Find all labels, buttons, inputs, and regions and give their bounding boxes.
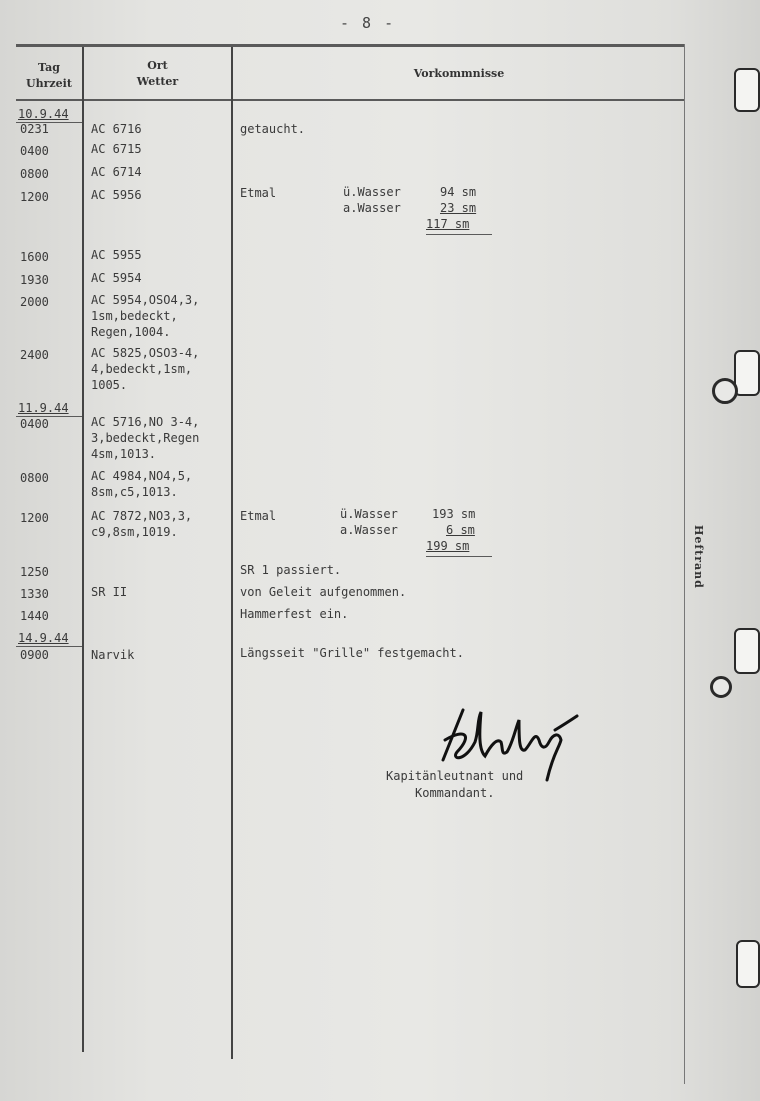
date-entry: 14.9.44 bbox=[18, 631, 69, 645]
position-cell: Narvik bbox=[91, 648, 135, 662]
weather-cell: 1005. bbox=[91, 378, 128, 392]
etmal-aw-value: 23 sm bbox=[440, 201, 477, 215]
weather-cell: c9,8sm,1019. bbox=[91, 525, 178, 539]
etmal-uw-label: ü.Wasser bbox=[340, 507, 398, 521]
event-cell: SR 1 passiert. bbox=[240, 563, 342, 577]
weather-cell: 3,bedeckt,Regen bbox=[91, 431, 200, 445]
event-cell: von Geleit aufgenommen. bbox=[240, 585, 407, 599]
position-cell: AC 5716,NO 3-4, bbox=[91, 415, 200, 429]
position-cell: AC 5954 bbox=[91, 271, 142, 285]
time-cell: 0900 bbox=[20, 648, 49, 662]
etmal-sum: 199 sm bbox=[426, 539, 470, 553]
signature-title: Kapitänleutnant und bbox=[386, 769, 524, 783]
event-cell: Längsseit "Grille" festgemacht. bbox=[240, 646, 464, 660]
time-cell: 1250 bbox=[20, 565, 49, 579]
position-cell: AC 6716 bbox=[91, 122, 142, 136]
time-cell: 1200 bbox=[20, 190, 49, 204]
header-uhrzeit: Uhrzeit bbox=[26, 77, 72, 90]
position-cell: AC 7872,NO3,3, bbox=[91, 509, 193, 523]
header-wetter: Wetter bbox=[136, 75, 179, 88]
time-cell: 0800 bbox=[20, 167, 49, 181]
weather-cell: 8sm,c5,1013. bbox=[91, 485, 178, 499]
event-cell: Hammerfest ein. bbox=[240, 607, 349, 621]
etmal-aw-label: a.Wasser bbox=[343, 201, 401, 215]
punch-hole bbox=[734, 628, 760, 674]
column-divider-2 bbox=[231, 47, 233, 1059]
punch-hole-ring bbox=[710, 676, 732, 698]
binding-margin-label: Heftrand bbox=[692, 525, 705, 589]
time-cell: 1600 bbox=[20, 250, 49, 264]
position-cell: AC 6714 bbox=[91, 165, 142, 179]
time-cell: 0400 bbox=[20, 144, 49, 158]
column-divider-1 bbox=[82, 47, 84, 1052]
punch-hole-ring bbox=[712, 378, 738, 404]
page-number: - 8 - bbox=[340, 14, 396, 32]
header-bottom-border bbox=[16, 99, 684, 101]
header-tag: Tag bbox=[38, 61, 60, 74]
time-cell: 1440 bbox=[20, 609, 49, 623]
time-cell: 0231 bbox=[20, 122, 49, 136]
position-cell: AC 5954,OSO4,3, bbox=[91, 293, 200, 307]
etmal-aw-value: 6 sm bbox=[446, 523, 475, 537]
header-ort-wetter bbox=[86, 58, 229, 90]
etmal-label: Etmal bbox=[240, 509, 277, 523]
header-ort: Ort bbox=[147, 59, 168, 72]
position-cell: AC 5825,OSO3-4, bbox=[91, 346, 200, 360]
date-entry: 11.9.44 bbox=[18, 401, 69, 415]
punch-hole bbox=[734, 68, 760, 112]
weather-cell: Regen,1004. bbox=[91, 325, 171, 339]
etmal-aw-label: a.Wasser bbox=[340, 523, 398, 537]
etmal-uw-value: 193 sm bbox=[432, 507, 476, 521]
position-cell: AC 4984,NO4,5, bbox=[91, 469, 193, 483]
etmal-sum-double-underline bbox=[426, 234, 492, 235]
signature-role: Kommandant. bbox=[415, 786, 495, 800]
etmal-label: Etmal bbox=[240, 186, 277, 200]
time-cell: 0400 bbox=[20, 417, 49, 431]
position-cell: SR II bbox=[91, 585, 128, 599]
position-cell: AC 5956 bbox=[91, 188, 142, 202]
etmal-sum: 117 sm bbox=[426, 217, 470, 231]
header-tag-uhrzeit bbox=[18, 60, 80, 92]
weather-cell: 1sm,bedeckt, bbox=[91, 309, 178, 323]
header-vorkommnisse: Vorkommnisse bbox=[413, 67, 505, 80]
weather-cell: 4sm,1013. bbox=[91, 447, 157, 461]
etmal-sum-double-underline bbox=[426, 556, 492, 557]
position-cell: AC 5955 bbox=[91, 248, 142, 262]
time-cell: 1930 bbox=[20, 273, 49, 287]
weather-cell: 4,bedeckt,1sm, bbox=[91, 362, 193, 376]
etmal-uw-label: ü.Wasser bbox=[343, 185, 401, 199]
right-border bbox=[684, 44, 685, 1084]
time-cell: 1330 bbox=[20, 587, 49, 601]
time-cell: 1200 bbox=[20, 511, 49, 525]
punch-hole bbox=[736, 940, 760, 988]
date-entry: 10.9.44 bbox=[18, 107, 69, 121]
event-cell: getaucht. bbox=[240, 122, 306, 136]
etmal-uw-value: 94 sm bbox=[440, 185, 477, 199]
position-cell: AC 6715 bbox=[91, 142, 142, 156]
table-top-border bbox=[16, 44, 684, 47]
time-cell: 2400 bbox=[20, 348, 49, 362]
time-cell: 0800 bbox=[20, 471, 49, 485]
time-cell: 2000 bbox=[20, 295, 49, 309]
